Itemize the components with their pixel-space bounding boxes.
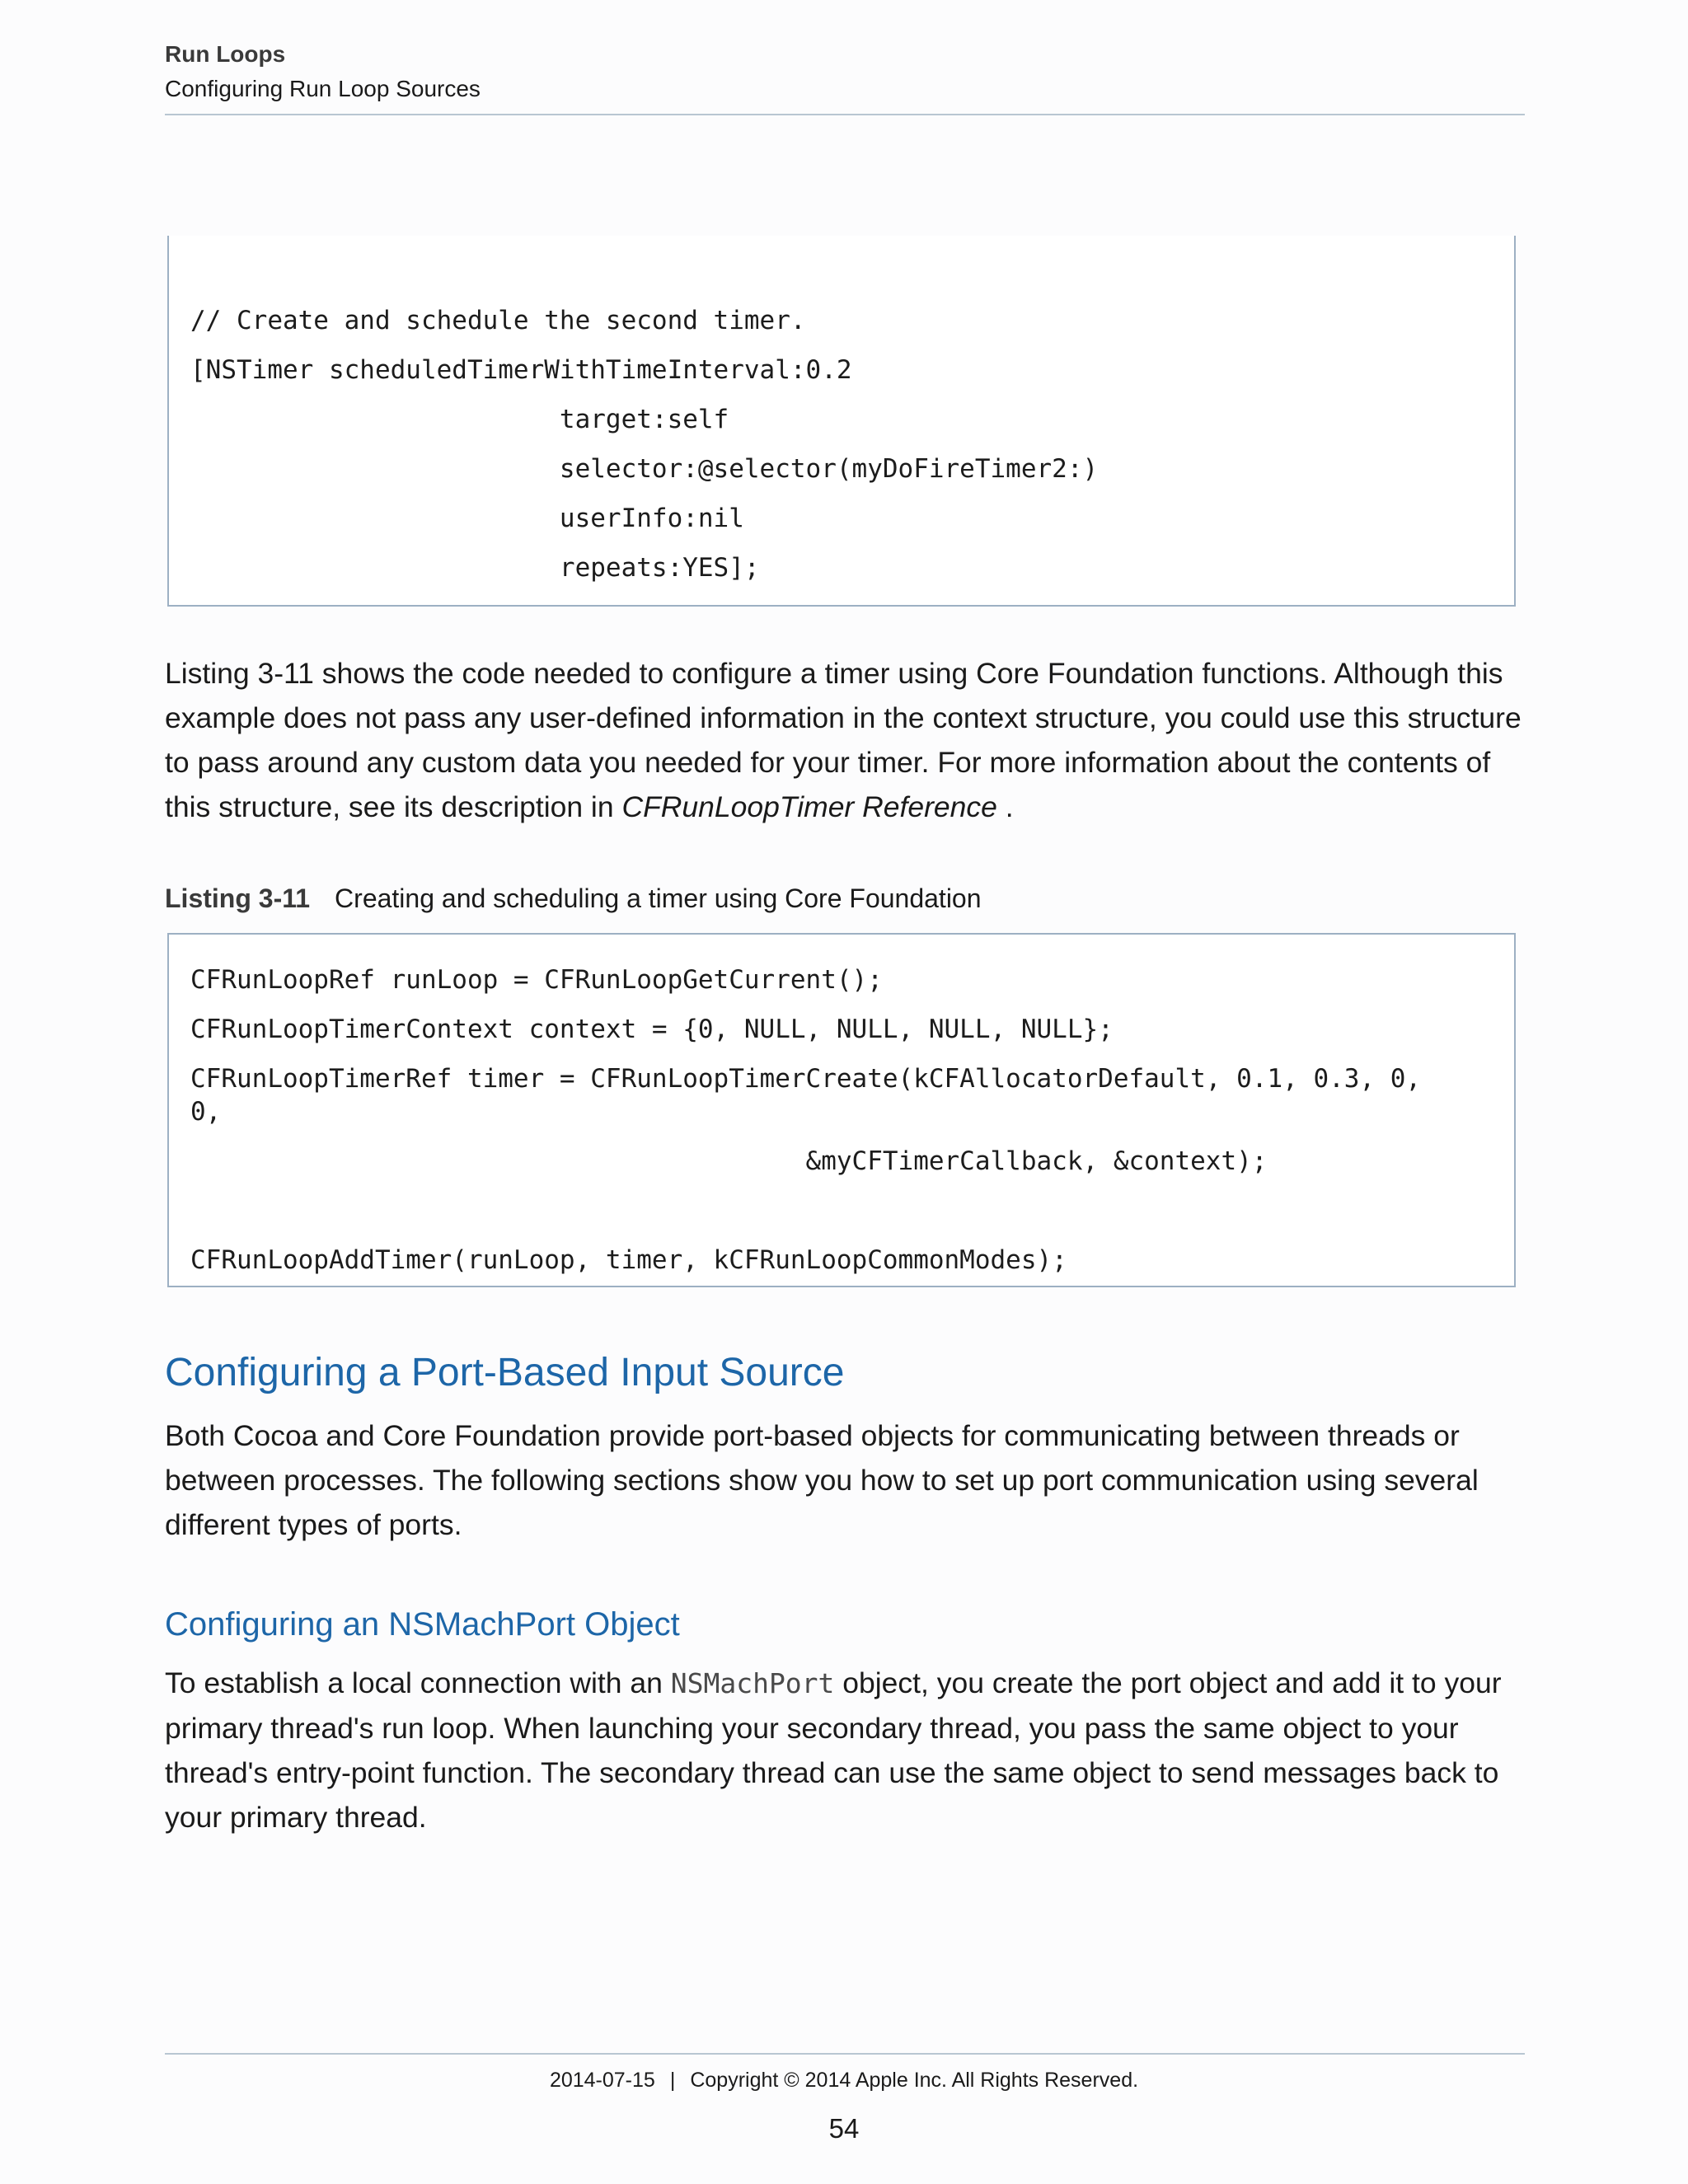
header-section-title: Configuring Run Loop Sources [165, 76, 481, 101]
paragraph-end: . [996, 790, 1014, 823]
code-line [190, 1186, 1493, 1235]
reference-link-cfrunlooptimer[interactable]: CFRunLoopTimer Reference [621, 790, 997, 823]
running-header [165, 38, 1525, 105]
listing-label: Listing 3-11 [165, 883, 311, 913]
paragraph-port-intro: Both Cocoa and Core Foundation provide port-based objects for communicating between threads or between processes. The following sections show you how to set up port communication using several different types of ports. [165, 1419, 1479, 1541]
inline-code-nsmachport[interactable]: NSMachPort [670, 1667, 835, 1699]
code-block-timer-objc [167, 236, 1516, 607]
code-line: target:self [190, 405, 729, 434]
code-line: [NSTimer scheduledTimerWithTimeInterval:0.2 [190, 355, 852, 385]
footer-divider [165, 2053, 1525, 2055]
footer-separator: | [669, 2069, 676, 2092]
paragraph-text: Listing 3-11 shows the code needed to configure a timer using Core Foundation functions. Although this example does not pass any user-defined information in the context structure, you could use this structure to pass around any custom data you needed for your timer. For more information about the contents of this structure, see its description in [165, 657, 1522, 823]
code-line: userInfo:nil [190, 504, 744, 533]
paragraph-nsmachport [165, 1661, 1533, 1840]
footer-date: 2014-07-15 [549, 2069, 655, 2092]
footer-copyright: Copyright © 2014 Apple Inc. All Rights Reserved. [690, 2069, 1139, 2092]
code-line: // Create and schedule the second timer. [190, 306, 806, 335]
paragraph-text: object, you create the port object and add it to your primary thread's run loop. When launching your secondary thread, you pass the same object to your thread's entry-point function. The secondary thread can use the same object to send messages back to your primary thread. [165, 1666, 1502, 1834]
code-line: selector:@selector(myDoFireTimer2:) [190, 454, 1099, 484]
header-chapter-title: Run Loops [165, 41, 286, 67]
section-heading: Configuring a Port-Based Input Source [165, 1351, 845, 1394]
listing-caption [165, 879, 982, 918]
code-line: CFRunLoopTimerContext context = {0, NULL, NULL, NULL, NULL}; [190, 1015, 1114, 1044]
code-line: CFRunLoopAddTimer(runLoop, timer, kCFRunLoopCommonModes); [190, 1245, 1067, 1275]
paragraph-text: To establish a local connection with an [165, 1666, 671, 1699]
subsection-heading: Configuring an NSMachPort Object [165, 1606, 680, 1643]
code-block-timer-cf [167, 933, 1516, 1287]
code-line: &myCFTimerCallback, &context); [190, 1146, 1268, 1176]
page-number: 54 [828, 2113, 860, 2144]
code-line: repeats:YES]; [190, 553, 760, 583]
paragraph-listing-intro [165, 651, 1533, 829]
header-divider [165, 114, 1525, 115]
footer [0, 2065, 1688, 2095]
code-line: CFRunLoopTimerRef timer = CFRunLoopTimerCreate(kCFAllocatorDefault, 0.1, 0.3, 0, 0, [190, 1064, 1422, 1127]
listing-title: Creating and scheduling a timer using Core Foundation [335, 883, 982, 913]
code-line: CFRunLoopRef runLoop = CFRunLoopGetCurrent(); [190, 965, 883, 995]
